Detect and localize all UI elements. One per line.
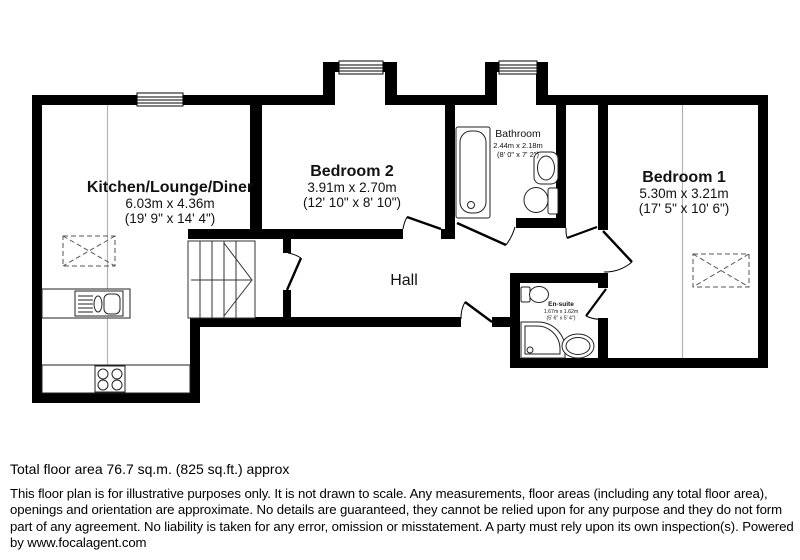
wall-bottom-left bbox=[32, 393, 200, 403]
bedroom1-metric: 5.30m x 3.21m bbox=[639, 186, 729, 201]
bedroom2-door-icon bbox=[403, 217, 441, 229]
bathroom-name: Bathroom bbox=[495, 128, 541, 140]
cupboard-door-icon bbox=[566, 227, 597, 238]
ensuite-metric: 1.67m x 1.62m bbox=[543, 309, 579, 315]
wall-dormer2-right bbox=[536, 62, 548, 105]
room-bathroom-label bbox=[493, 128, 543, 159]
wall-top-b bbox=[397, 95, 485, 105]
wall-ensuite-top bbox=[510, 273, 608, 283]
ensuite-name: En-suite bbox=[548, 301, 574, 308]
wall-ensuite-right-upper bbox=[598, 273, 608, 288]
kitchen-imperial: (19' 9" x 14' 4") bbox=[124, 211, 216, 226]
wall-ensuite-left bbox=[510, 273, 520, 368]
bedroom2-name: Bedroom 2 bbox=[310, 163, 394, 180]
wall-bathroom-left bbox=[445, 105, 455, 239]
ensuite-door-icon bbox=[586, 289, 606, 319]
disclaimer-text: This floor plan is for illustrative purposes only. It is not drawn to scale. Any measurements, floor areas (including any total floor area), openings and orientation are approximate. No details are guaranteed, they cannot be relied upon for any purpose and they do not form part of any agreement. No liability is taken for any error, omission or misstatement. A party must rely upon its own inspection(s). Powered by www.focalagent.com bbox=[10, 486, 794, 551]
kitchen-fixtures bbox=[42, 289, 190, 393]
ensuite-imperial: (5' 6" x 5' 4") bbox=[546, 315, 576, 322]
bedroom1-door-icon bbox=[603, 231, 632, 272]
stairs-icon bbox=[188, 241, 255, 318]
stairs-door-icon bbox=[287, 253, 301, 290]
total-floor-area-text: Total floor area 76.7 sq.m. (825 sq.ft.) approx bbox=[10, 461, 290, 477]
ensuite-fixtures bbox=[521, 287, 594, 359]
bedroom2-imperial: (12' 10" x 8' 10") bbox=[302, 195, 402, 210]
room-kitchen-label bbox=[87, 179, 253, 226]
bathroom-toilet-icon bbox=[524, 188, 558, 215]
room-hall-label bbox=[390, 272, 418, 289]
wall-bedroom1-left bbox=[598, 105, 608, 230]
wall-stairs-jamb-top bbox=[283, 239, 291, 253]
bathroom-door-icon bbox=[457, 223, 515, 245]
wall-top-c bbox=[548, 95, 768, 105]
wall-right bbox=[758, 95, 768, 368]
wall-dormer1-right bbox=[385, 62, 397, 105]
room-bedroom2-label bbox=[303, 163, 401, 210]
bedroom1-wardrobe-icon bbox=[693, 254, 749, 287]
wall-bottom-right bbox=[510, 358, 768, 368]
room-bedroom1-label bbox=[639, 169, 730, 216]
kitchen-window-icon bbox=[137, 93, 183, 106]
ensuite-toilet-icon bbox=[521, 287, 549, 303]
wall-bedroom2-bottom bbox=[188, 229, 403, 239]
wall-left bbox=[32, 95, 42, 403]
bedroom1-imperial: (17' 5" x 10' 6") bbox=[638, 201, 730, 216]
wall-kitchen-bedroom2 bbox=[250, 105, 262, 239]
bedroom1-name: Bedroom 1 bbox=[642, 169, 726, 186]
entrance-door-icon bbox=[461, 302, 492, 322]
hall-name: Hall bbox=[390, 272, 418, 289]
ensuite-sink-icon bbox=[562, 334, 594, 358]
kitchen-name: Kitchen/Lounge/Diner bbox=[86, 179, 254, 196]
bedroom2-window-icon bbox=[339, 61, 383, 74]
wall-ensuite-right-lower bbox=[598, 318, 608, 368]
bathroom-metric: 2.44m x 2.18m bbox=[493, 141, 543, 150]
bathroom-imperial: (8' 0" x 7' 2") bbox=[497, 150, 539, 159]
ensuite-shower-icon bbox=[521, 322, 565, 358]
room-ensuite-label bbox=[544, 301, 578, 322]
walls bbox=[32, 62, 768, 403]
bathroom-window-icon bbox=[499, 61, 537, 74]
hob-icon bbox=[42, 365, 190, 393]
room-labels bbox=[87, 128, 729, 322]
kitchen-metric: 6.03m x 4.36m bbox=[125, 196, 215, 211]
wall-kitchen-step bbox=[190, 318, 200, 403]
wall-stairs-jamb-bottom bbox=[283, 290, 291, 317]
bedroom2-metric: 3.91m x 2.70m bbox=[307, 180, 397, 195]
kitchen-sink-icon bbox=[42, 289, 130, 318]
bath-icon bbox=[456, 127, 490, 218]
